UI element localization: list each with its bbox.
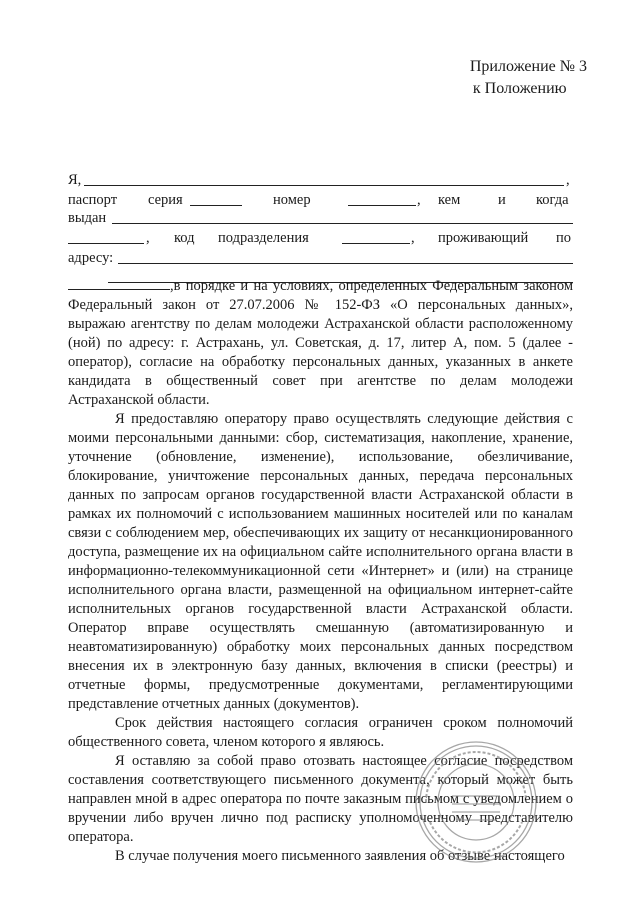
label-comma-2: , (417, 192, 421, 208)
form-row-address (68, 248, 573, 268)
form-row-code (68, 228, 573, 248)
form-row-passport (68, 190, 573, 210)
consent-paragraph-1 (68, 276, 573, 410)
appendix-number: Приложение № 3 (469, 58, 587, 75)
name-field-line[interactable] (84, 185, 564, 186)
label-kogda: когда (536, 192, 569, 208)
form-row-issued (68, 208, 573, 228)
form-row-name (68, 170, 573, 190)
label-prozhivayushchiy: проживающий (438, 230, 529, 246)
division-code-field-line[interactable] (342, 243, 410, 244)
signature-lead-line[interactable] (68, 276, 170, 290)
issued-by-field-line[interactable] (112, 223, 573, 224)
appendix-header (470, 56, 587, 100)
label-comma: , (566, 172, 570, 188)
label-po: по (556, 230, 572, 246)
label-adresu: адресу: (68, 250, 114, 266)
series-field-line[interactable] (190, 205, 242, 206)
address-field-line[interactable] (118, 263, 573, 264)
label-vydan: выдан (68, 210, 107, 226)
issue-date-field-line[interactable] (68, 243, 144, 244)
label-kod: код (174, 230, 195, 246)
validity-paragraph: Срок действия настоящего согласия ограничен сроком полномочий общественного совета, членом которого я являюсь. (68, 715, 573, 750)
receipt-paragraph: В случае получения моего письменного заявления об отзыве настоящего (115, 848, 565, 864)
label-kem: кем (438, 192, 461, 208)
label-series: серия (148, 192, 183, 208)
label-number: номер (273, 192, 311, 208)
label-ya: Я, (68, 172, 82, 188)
label-i: и (498, 192, 506, 208)
label-podrazdeleniya: подразделения (218, 230, 309, 246)
rights-paragraph: Я предоставляю оператору право осуществлять следующие действия с моими персональными данными: сбор, систематизация, накопление, хранение, уточнение (обновление, изменение), использование, обезличивание, блокирование, уничтожение персональных данных, передача персональных данных по запросам органов государственной власти Астраханской области в рамках их полномочий с использованием машинных носителей или по каналам связи с соблюдением мер, обеспечивающих их защиту от несанкционированного доступа, размещение их на официальном сайте исполнительного органа власти в информационно-телекоммуникационной сети «Интернет» и (или) на странице исполнительного органа власти, размещенной на официальном интернет-сайте исполнительных органов государственной власти Астраханской области. Оператор вправе осуществлять смешанную (автоматизированную и неавтоматизированную) обработку моих персональных данных посредством внесения их в электронную базу данных, включения в списки (реестры) и отчетные формы, предусмотренные документами, регламентирующими представление отчетных данных (документов). (68, 411, 573, 712)
revocation-paragraph: Я оставляю за собой право отозвать настоящее согласие посредством составления соответствующего письменного документа, который может быть направлен мной в адрес оператора по почте заказным письмом с уведомлением о вручении либо вручен лично под расписку уполномоченному представителю оператора. (68, 753, 573, 845)
label-comma-4: , (411, 230, 415, 246)
consent-text (68, 276, 573, 866)
label-passport: паспорт (68, 192, 118, 208)
appendix-reference: к Положению (472, 80, 567, 97)
number-field-line[interactable] (348, 205, 416, 206)
label-comma-3: , (146, 230, 150, 246)
consent-paragraph-1-text: ,в порядке и на условиях, определенных Федеральным законом Федеральный закон от 27.07.2006 № 152-ФЗ «О персональных данных», выражаю агентству по делам молодежи Астраханской области расположенному (ной) по адресу: г. Астрахань, ул. Советская, д. 17, литер А, пом. 5 (далее - оператор), согласие на обработку персональных данных, указанных в анкете кандидата в общественный совет при агентстве по делам молодежи Астраханской области. (68, 278, 573, 408)
